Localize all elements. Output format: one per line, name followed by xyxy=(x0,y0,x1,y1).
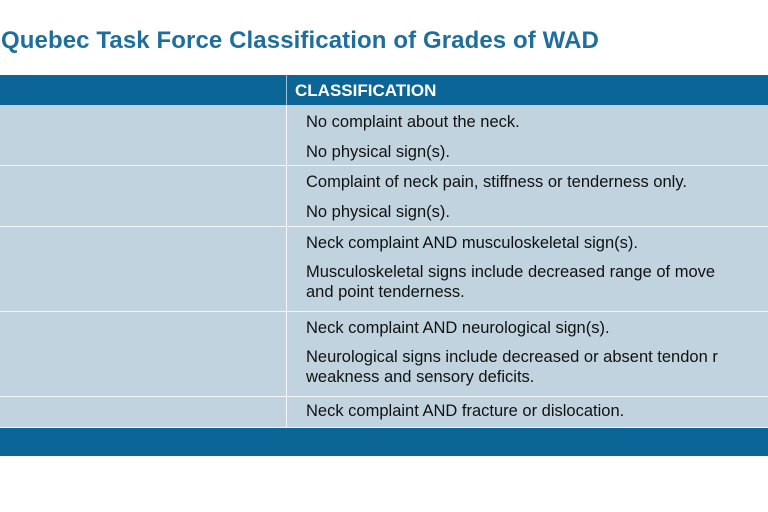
table-row xyxy=(0,227,768,312)
header-column-divider xyxy=(286,75,287,105)
classification-line: Neck complaint AND musculoskeletal sign(s). xyxy=(306,234,638,252)
header-classification-cell: CLASSIFICATION xyxy=(295,81,437,100)
classification-line: Musculoskeletal signs include decreased range of move xyxy=(306,263,716,281)
classification-table xyxy=(0,75,768,456)
classification-line: No physical sign(s). xyxy=(306,203,450,221)
table-row xyxy=(0,312,768,397)
classification-line: No physical sign(s). xyxy=(306,143,450,161)
classification-cell xyxy=(287,105,768,161)
slide-title: Quebec Task Force Classification of Grades of WAD xyxy=(1,27,599,54)
classification-line: and point tenderness. xyxy=(306,283,465,301)
classification-line: Neurological signs include decreased or absent tendon r xyxy=(306,348,718,366)
table-row xyxy=(0,166,768,227)
grade-cell xyxy=(0,227,287,311)
classification-cell xyxy=(287,227,768,301)
classification-line: weakness and sensory deficits. xyxy=(306,368,535,386)
grade-cell xyxy=(0,166,287,226)
classification-line: Neck complaint AND fracture or dislocation. xyxy=(306,402,625,420)
table-header xyxy=(0,75,768,105)
table-footer-bar xyxy=(0,428,768,456)
classification-cell xyxy=(287,312,768,386)
classification-cell xyxy=(287,166,768,221)
classification-line: No complaint about the neck. xyxy=(306,113,520,131)
grade-cell xyxy=(0,312,287,396)
classification-line: Complaint of neck pain, stiffness or tenderness only. xyxy=(306,173,687,191)
classification-cell xyxy=(287,397,768,420)
table-row xyxy=(0,397,768,428)
grade-cell xyxy=(0,105,287,165)
classification-line: Neck complaint AND neurological sign(s). xyxy=(306,319,610,337)
grade-cell xyxy=(0,397,287,427)
table-row xyxy=(0,105,768,166)
